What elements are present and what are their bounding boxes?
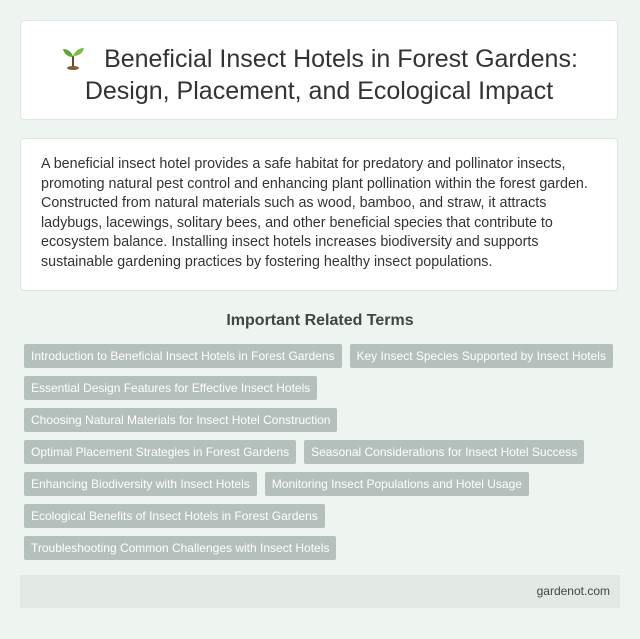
page-title <box>21 21 617 107</box>
tag-row <box>24 408 624 432</box>
related-term-tag[interactable]: Seasonal Considerations for Insect Hotel Success <box>304 440 584 464</box>
related-term-tag[interactable]: Key Insect Species Supported by Insect Hotels <box>350 344 613 368</box>
title-card <box>20 20 618 120</box>
tag-row <box>24 376 624 400</box>
related-term-tag[interactable]: Troubleshooting Common Challenges with Insect Hotels <box>24 536 336 560</box>
tag-row <box>24 440 624 464</box>
description-text: A beneficial insect hotel provides a safe habitat for predatory and pollinator insects, promoting natural pest control and enhancing plant pollination within the forest garden. Constructed from natural materials such as wood, bamboo, and straw, it attracts ladybugs, lacewings, solitary bees, and other beneficial species that contribute to ecosystem balance. Installing insect hotels increases biodiversity and supports sustainable gardening practices by fostering healthy insect populations. <box>41 156 588 270</box>
related-term-tag[interactable]: Monitoring Insect Populations and Hotel Usage <box>265 472 529 496</box>
related-term-tag[interactable]: Essential Design Features for Effective Insect Hotels <box>24 376 317 400</box>
tag-row <box>24 344 624 368</box>
related-term-tag[interactable]: Ecological Benefits of Insect Hotels in Forest Gardens <box>24 504 325 528</box>
tag-row <box>24 536 624 560</box>
tag-row <box>24 472 624 496</box>
related-term-tag[interactable]: Enhancing Biodiversity with Insect Hotels <box>24 472 257 496</box>
related-terms-heading: Important Related Terms <box>226 312 414 329</box>
tag-row <box>24 504 624 528</box>
description-card <box>20 138 618 291</box>
related-term-tag[interactable]: Optimal Placement Strategies in Forest Gardens <box>24 440 296 464</box>
page-title-text: Beneficial Insect Hotels in Forest Gardens: Design, Placement, and Ecological Impact <box>84 45 578 105</box>
related-terms-list <box>24 344 624 568</box>
sprout-icon <box>60 44 86 70</box>
footer-site-link[interactable]: gardenot.com <box>536 584 610 598</box>
related-term-tag[interactable]: Introduction to Beneficial Insect Hotels in Forest Gardens <box>24 344 342 368</box>
footer <box>20 575 620 608</box>
related-term-tag[interactable]: Choosing Natural Materials for Insect Hotel Construction <box>24 408 337 432</box>
